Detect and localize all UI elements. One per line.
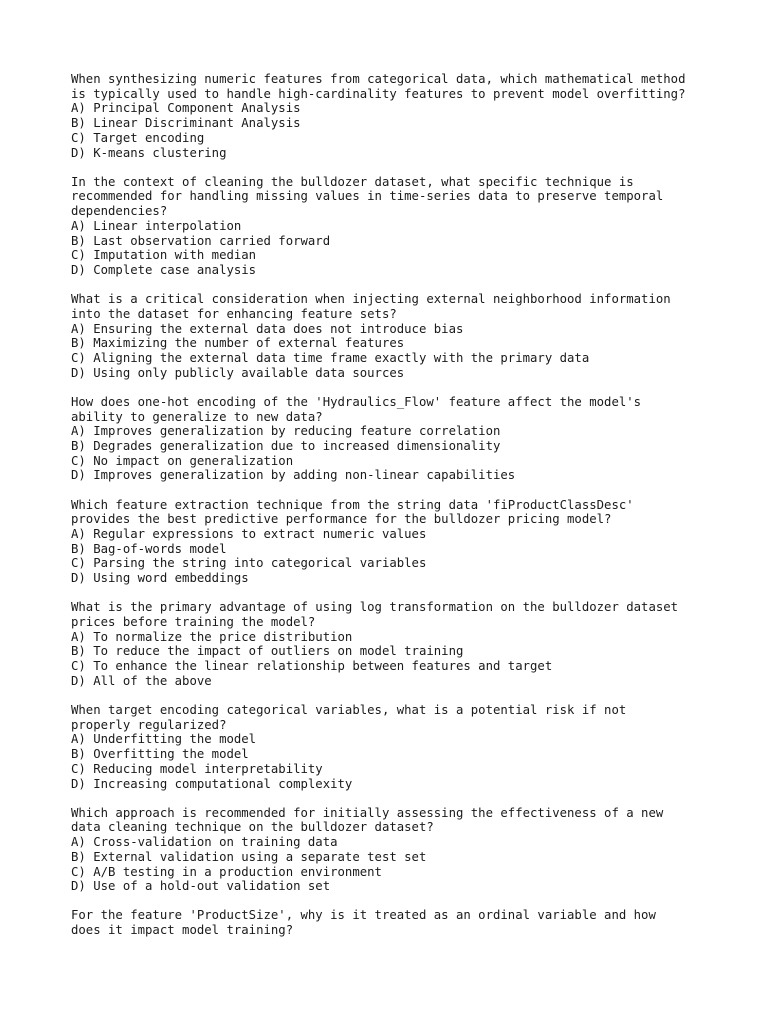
answer-option: B) External validation using a separate test set bbox=[71, 849, 427, 864]
answer-option: A) Regular expressions to extract numeric values bbox=[71, 526, 427, 541]
answer-option: C) Aligning the external data time frame exactly with the primary data bbox=[71, 350, 590, 365]
question-text-line: prices before training the model? bbox=[71, 615, 316, 629]
answer-option: C) To enhance the linear relationship between features and target bbox=[71, 659, 553, 674]
answer-option: A) Ensuring the external data does not introduce bias bbox=[71, 321, 464, 336]
question-text-line: properly regularized? bbox=[71, 717, 227, 732]
question-block bbox=[71, 703, 711, 791]
question-text-line: Which approach is recommended for initially assessing the effectiveness of a new bbox=[71, 805, 664, 820]
answer-option: A) Principal Component Analysis bbox=[71, 101, 301, 116]
answer-option: D) Complete case analysis bbox=[71, 262, 257, 277]
answer-option: B) Degrades generalization due to increased dimensionality bbox=[71, 438, 501, 453]
question-text-line: What is a critical consideration when injecting external neighborhood information bbox=[71, 292, 671, 307]
question-text-line: into the dataset for enhancing feature sets? bbox=[71, 306, 397, 321]
answer-option: C) Imputation with median bbox=[71, 248, 257, 263]
question-block bbox=[71, 600, 711, 688]
answer-option: A) Improves generalization by reducing feature correlation bbox=[71, 424, 501, 439]
answer-option: B) To reduce the impact of outliers on model training bbox=[71, 644, 464, 659]
question-text-line: recommended for handling missing values in time-series data to preserve temporal bbox=[71, 189, 664, 204]
answer-option: B) Last observation carried forward bbox=[71, 233, 331, 248]
question-text-line: data cleaning technique on the bulldozer dataset? bbox=[71, 820, 434, 835]
answer-option: C) A/B testing in a production environment bbox=[71, 864, 382, 879]
answer-option: D) Use of a hold-out validation set bbox=[71, 879, 331, 894]
answer-option: C) Target encoding bbox=[71, 130, 205, 145]
question-text-line: is typically used to handle high-cardinality features to prevent model overfitting? bbox=[71, 86, 686, 101]
answer-option: D) Increasing computational complexity bbox=[71, 776, 353, 791]
answer-option: B) Bag-of-words model bbox=[71, 541, 227, 556]
question-text-line: When synthesizing numeric features from categorical data, which mathematical method bbox=[71, 72, 686, 86]
answer-option: D) K-means clustering bbox=[71, 145, 227, 160]
question-block bbox=[71, 498, 711, 586]
question-block bbox=[71, 175, 711, 278]
question-block bbox=[71, 908, 711, 937]
question-text-line: In the context of cleaning the bulldozer dataset, what specific technique is bbox=[71, 174, 634, 189]
answer-option: A) To normalize the price distribution bbox=[71, 629, 353, 644]
question-block bbox=[71, 806, 711, 894]
quiz-content bbox=[71, 72, 711, 952]
answer-option: A) Cross-validation on training data bbox=[71, 835, 338, 850]
question-block bbox=[71, 72, 711, 160]
question-text-line: ability to generalize to new data? bbox=[71, 409, 323, 424]
answer-option: A) Underfitting the model bbox=[71, 732, 257, 747]
question-text-line: For the feature 'ProductSize', why is it treated as an ordinal variable and how bbox=[71, 908, 656, 923]
question-text-line: Which feature extraction technique from the string data 'fiProductClassDesc' bbox=[71, 497, 634, 512]
answer-option: D) Improves generalization by adding non-linear capabilities bbox=[71, 468, 516, 483]
answer-option: B) Maximizing the number of external features bbox=[71, 336, 405, 351]
answer-option: D) Using word embeddings bbox=[71, 571, 249, 586]
question-text-line: dependencies? bbox=[71, 204, 168, 219]
answer-option: B) Overfitting the model bbox=[71, 747, 249, 762]
question-block bbox=[71, 292, 711, 380]
answer-option: D) All of the above bbox=[71, 673, 212, 688]
answer-option: A) Linear interpolation bbox=[71, 218, 242, 233]
answer-option: C) No impact on generalization bbox=[71, 453, 294, 468]
answer-option: D) Using only publicly available data sources bbox=[71, 365, 405, 380]
question-block bbox=[71, 395, 711, 483]
answer-option: C) Parsing the string into categorical variables bbox=[71, 556, 427, 571]
question-text-line: How does one-hot encoding of the 'Hydraulics_Flow' feature affect the model's bbox=[71, 394, 642, 409]
question-text-line: does it impact model training? bbox=[71, 923, 294, 938]
answer-option: C) Reducing model interpretability bbox=[71, 761, 323, 776]
question-text-line: What is the primary advantage of using log transformation on the bulldozer dataset bbox=[71, 600, 679, 615]
question-text-line: provides the best predictive performance for the bulldozer pricing model? bbox=[71, 512, 612, 527]
question-text-line: When target encoding categorical variables, what is a potential risk if not bbox=[71, 703, 627, 718]
answer-option: B) Linear Discriminant Analysis bbox=[71, 116, 301, 131]
